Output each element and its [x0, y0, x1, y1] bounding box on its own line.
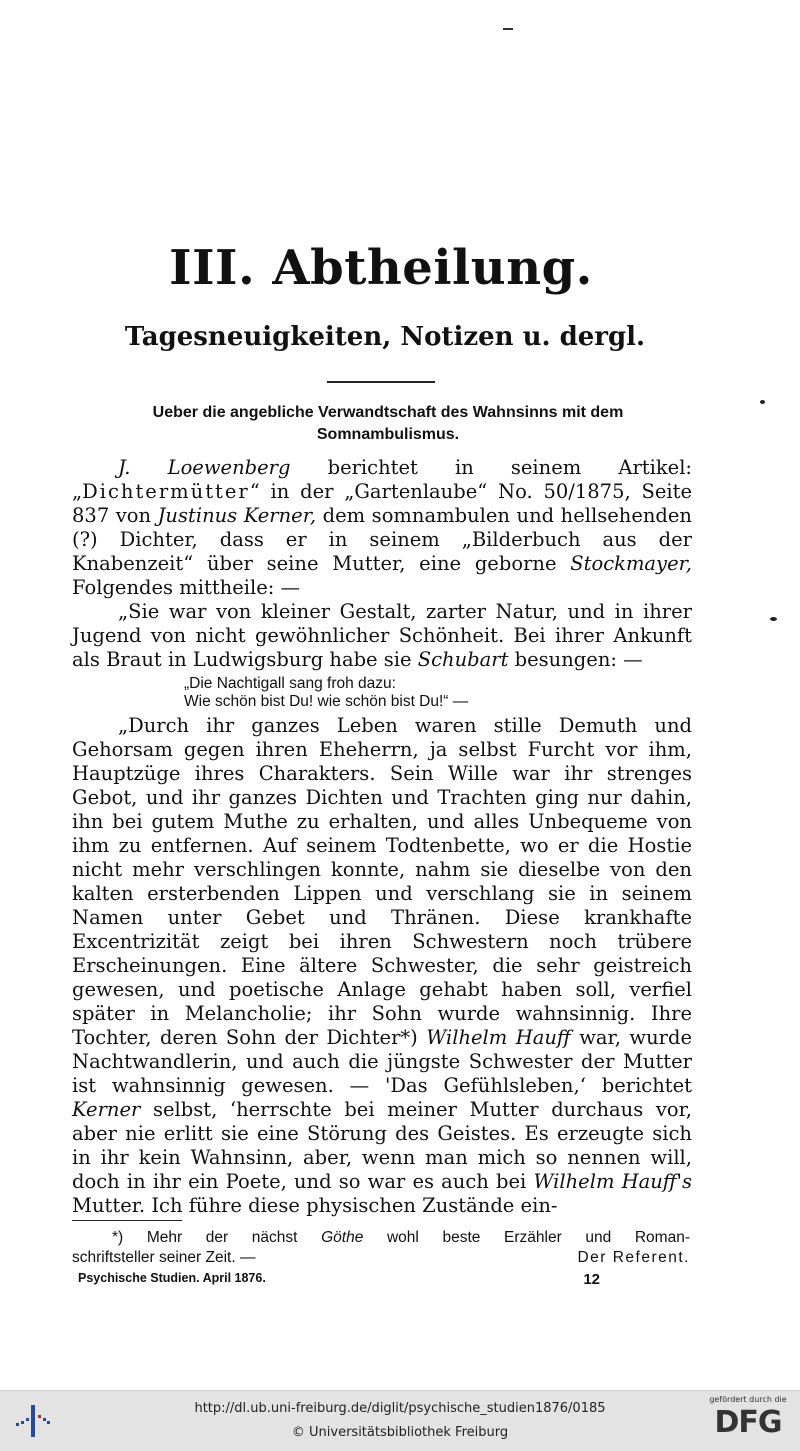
- text-run: berichtet in seinem Artikel: „: [72, 456, 693, 503]
- text-run: selbst, ‘herrschte bei meiner Mutter durchaus vor, aber nie erlitt sie eine Störung des Geistes. Es erzeugte sich in ihr kein Wahnsinn, aber, wenn man mich so nennen will, doch in ihr ein Poete, und so war es auch bei: [72, 1098, 692, 1193]
- article-title: [80, 402, 696, 446]
- text-run: besungen: —: [508, 648, 643, 671]
- viewer-footer-bar: [0, 1390, 800, 1451]
- text-run: war, wurde Nachtwandlerin, und auch die jüngste Schwester der Mutter ist wahnsinnig gewesen. — 'Das Gefühlsleben,‘ berichtet: [72, 1026, 692, 1097]
- document-url-link[interactable]: http://dl.ub.uni-freiburg.de/diglit/psychische_studien1876/0185: [194, 1401, 606, 1416]
- paragraph: [72, 714, 692, 1218]
- person-name: Wilhelm Hauff: [426, 1026, 571, 1049]
- person-name: Justinus Kerner,: [157, 504, 317, 527]
- spaced-title: Dichtermütter: [82, 480, 250, 503]
- article-body: [72, 456, 692, 1218]
- copyright-notice: © Universitätsbibliothek Freiburg: [291, 1425, 509, 1440]
- footnote: [72, 1228, 690, 1268]
- text-run: “ in der „Gartenlaube“ No. 50/1875, Seite 837 von: [72, 480, 692, 527]
- page-footer: [78, 1271, 600, 1288]
- dfg-logo: [706, 1395, 790, 1441]
- article-title-line: Somnambulismus.: [316, 426, 460, 443]
- text-run: dem somnambulen und hellsehenden (?) Dichter, dass er in seinem „Bilderbuch aus der Knabenzeit“ über seine Mutter, eine geborne: [72, 504, 692, 575]
- text-run: Mutter. Ich führe diese physischen Zustände ein-: [72, 1194, 558, 1217]
- margin-dot: [760, 400, 765, 404]
- running-footer: Psychische Studien. April 1876.: [78, 1271, 266, 1285]
- section-heading: Tagesneuigkeiten, Notizen u. dergl.: [124, 322, 646, 352]
- article-title-line: Ueber die angebliche Verwandtschaft des Wahnsinns mit dem: [152, 404, 624, 421]
- footnote-line: [72, 1228, 690, 1248]
- footnote-rule: [72, 1220, 182, 1221]
- person-name: Kerner: [72, 1098, 141, 1121]
- verse-line: „Die Nachtigall sang froh dazu:: [184, 675, 396, 692]
- separator-rule: [327, 381, 435, 383]
- verse-quote: [184, 675, 692, 711]
- text-run: Folgendes mittheile: —: [72, 576, 301, 599]
- person-name: Schubart: [417, 648, 509, 671]
- person-name: Göthe: [321, 1229, 364, 1246]
- text-run: wohl beste Erzähler und Roman-: [363, 1229, 690, 1246]
- person-name: Wilhelm Hauff's: [533, 1170, 692, 1193]
- scan-mark: [503, 28, 513, 30]
- author-name: J. Loewenberg: [118, 456, 291, 479]
- paragraph: [72, 600, 692, 672]
- footnote-line: [72, 1248, 690, 1268]
- text-run: „Sie war von kleiner Gestalt, zarter Natur, und in ihrer Jugend von nicht gewöhnlicher Schönheit. Bei ihrer Ankunft als Braut in Ludwigsburg habe sie: [72, 600, 692, 671]
- dfg-funding-caption: gefördert durch die: [709, 1395, 787, 1404]
- text-run: schriftsteller seiner Zeit. —: [72, 1249, 256, 1266]
- text-run: „Durch ihr ganzes Leben waren stille Demuth und Gehorsam gegen ihren Eheherrn, ja selbst Furcht vor ihm, Hauptzüge ihres Charakters. Sein Wille war ihr strenges Gebot, und ihr ganzes Dichten und Trachten ging nur dahin, ihn bei gutem Muthe zu erhalten, und alles Unbequeme von ihm zu entfernen. Auf seinem Todtenbette, wo er die Hostie nicht mehr verschlingen konnte, nahm sie dieselbe von den kalten ersterbenden Lippen und verschlang sie in seinem Namen unter Gebet und Thränen. Diese krankhafte Excentrizität zeigt bei ihren Schwestern noch trübere Erscheinungen. Eine ältere Schwester, die sehr geistreich gewesen, und poetische Anlage gehabt haben soll, verfiel später in Melancholie; ihr Sohn wurde wahnsinnig. Ihre Tochter, deren Sohn der Dichter*): [72, 714, 692, 1049]
- footnote-signature: Der Referent.: [577, 1249, 690, 1266]
- person-name: Stockmayer,: [570, 552, 692, 575]
- part-heading: III. Abtheilung.: [169, 240, 593, 296]
- text-run: *) Mehr der nächst: [112, 1229, 322, 1246]
- verse-line: Wie schön bist Du! wie schön bist Du!“ —: [184, 693, 469, 710]
- paragraph: [72, 456, 692, 600]
- margin-dot: [770, 617, 777, 621]
- page-number: 12: [583, 1271, 600, 1288]
- dfg-logo-text: DFG: [714, 1405, 782, 1440]
